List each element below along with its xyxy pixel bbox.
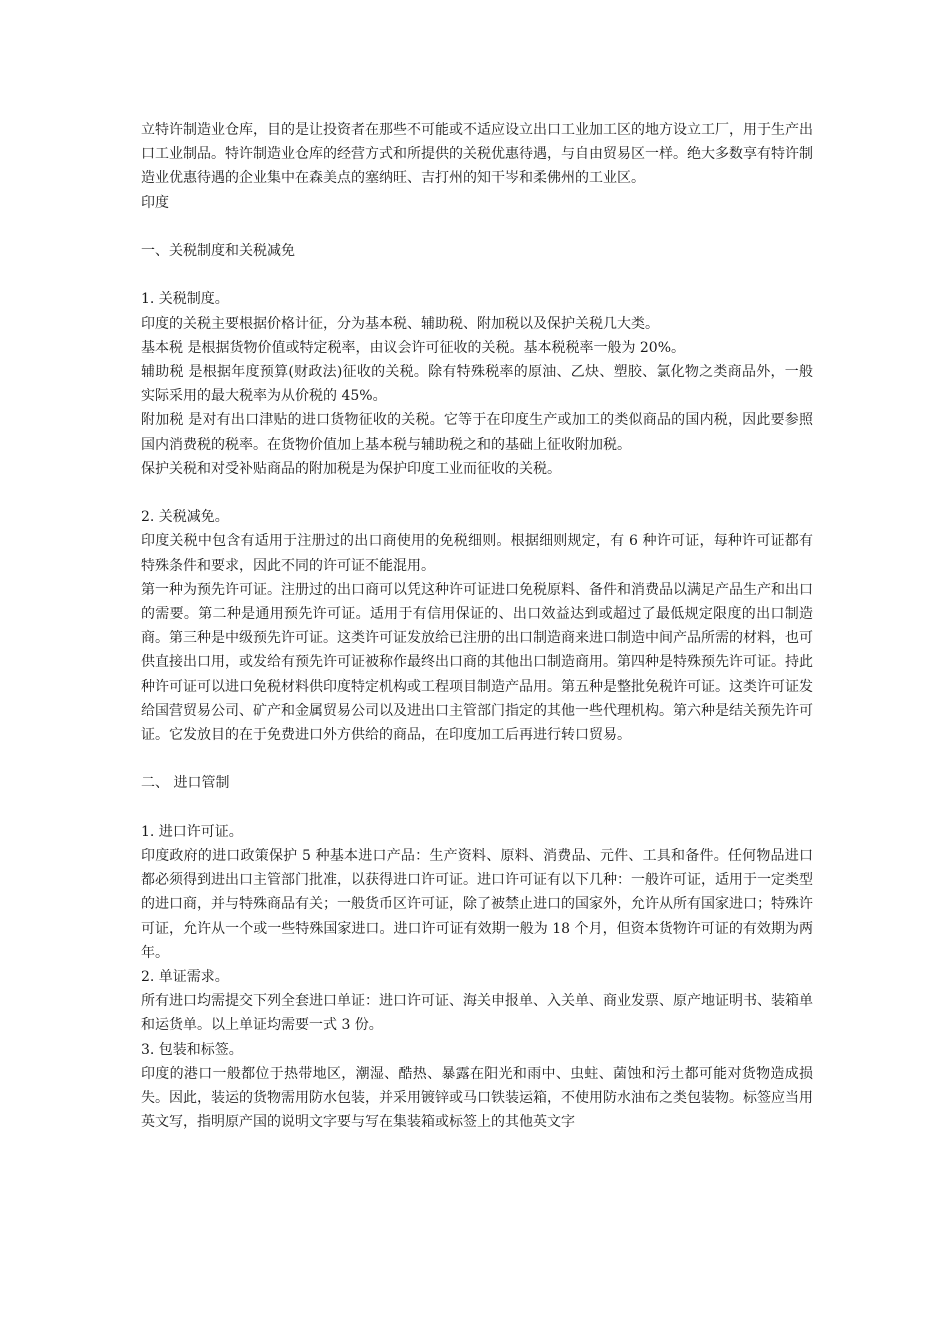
paragraph: 基本税 是根据货物价值或特定税率，由议会许可征收的关税。基本税税率一般为 20%。 <box>141 339 686 356</box>
paragraph: 保护关税和对受补贴商品的附加税是为保护印度工业而征收的关税。 <box>141 460 561 477</box>
paragraph: 印度政府的进口政策保护 5 种基本进口产品：生产资料、原料、消费品、元件、工具和备件。任何物品进口都必须得到进出口主管部门批准，以获得进口许可证。进口许可证有以下几种：一般许可证，适用于一定类型的进口商，并与特殊商品有关；一般货币区许可证，除了被禁止进口的国家外，允许从所有国家进口；特殊许可证，允许从一个或一些特殊国家进口。进口许可证有效期一般为 18 个月，但资本货物许可证的有效期为两年。 <box>141 848 813 961</box>
document-body <box>141 118 813 1134</box>
paragraph: 所有进口均需提交下列全套进口单证：进口许可证、海关申报单、入关单、商业发票、原产地证明书、装箱单和运货单。以上单证均需要一式 3 份。 <box>141 993 813 1034</box>
paragraph-gap <box>141 481 813 505</box>
paragraph: 一、关税制度和关税减免 <box>141 243 295 259</box>
paragraph-gap <box>141 215 813 239</box>
paragraph: 2. 关税减免。 <box>141 509 229 526</box>
paragraph: 3. 包装和标签。 <box>141 1041 243 1058</box>
paragraph: 1. 关税制度。 <box>141 291 229 308</box>
paragraph: 第一种为预先许可证。注册过的出口商可以凭这种许可证进口免税原料、备件和消费品以满足产品生产和出口的需要。第二种是通用预先许可证。适用于有信用保证的、出口效益达到或超过了最低规定限度的出口制造商。第三种是中级预先许可证。这类许可证发放给已注册的出口制造商来进口制造中间产品所需的材料，也可供直接出口用，或发给有预先许可证被称作最终出口商的其他出口制造商用。第四种是特殊预先许可证。持此种许可证可以进口免税材料供印度特定机构或工程项目制造产品用。第五种是整批免税许可证。这类许可证发给国营贸易公司、矿产和金属贸易公司以及进出口主管部门指定的其他一些代理机构。第六种是结关预先许可证。它发放目的在于免费进口外方供给的商品，在印度加工后再进行转口贸易。 <box>141 581 813 744</box>
paragraph: 立特许制造业仓库，目的是让投资者在那些不可能或不适应设立出口工业加工区的地方设立工厂，用于生产出口工业制品。特许制造业仓库的经营方式和所提供的关税优惠待遇，与自由贸易区一样。绝大多数享有特许制造业优惠待遇的企业集中在森美点的塞纳旺、吉打州的知干岑和柔佛州的工业区。 <box>141 122 813 187</box>
paragraph-gap <box>141 796 813 820</box>
paragraph: 辅助税 是根据年度预算(财政法)征收的关税。除有特殊税率的原油、乙炔、塑胶、氯化物之类商品外，一般实际采用的最大税率为从价税的 45%。 <box>141 364 813 405</box>
paragraph: 印度的港口一般都位于热带地区，潮湿、酷热、暴露在阳光和雨中、虫蛀、菌蚀和污土都可能对货物造成损失。因此，装运的货物需用防水包装，并采用镀锌或马口铁装运箱，不使用防水油布之类包装物。标签应当用英文写，指明原产国的说明文字要与写在集装箱或标签上的其他英文字 <box>141 1065 813 1131</box>
paragraph-gap <box>141 263 813 287</box>
paragraph: 二、 进口管制 <box>141 775 230 792</box>
paragraph-gap <box>141 747 813 771</box>
paragraph: 1. 进口许可证。 <box>141 823 243 840</box>
paragraph: 2. 单证需求。 <box>141 969 229 986</box>
paragraph: 印度的关税主要根据价格计征，分为基本税、辅助税、附加税以及保护关税几大类。 <box>141 315 659 332</box>
paragraph: 附加税 是对有出口津贴的进口货物征收的关税。它等于在印度生产或加工的类似商品的国内税，因此要参照国内消费税的税率。在货物价值加上基本税与辅助税之和的基础上征收附加税。 <box>141 412 813 453</box>
paragraph: 印度 <box>141 194 169 211</box>
paragraph: 印度关税中包含有适用于注册过的出口商使用的免税细则。根据细则规定，有 6 种许可证，每种许可证都有特殊条件和要求，因此不同的许可证不能混用。 <box>141 533 813 574</box>
